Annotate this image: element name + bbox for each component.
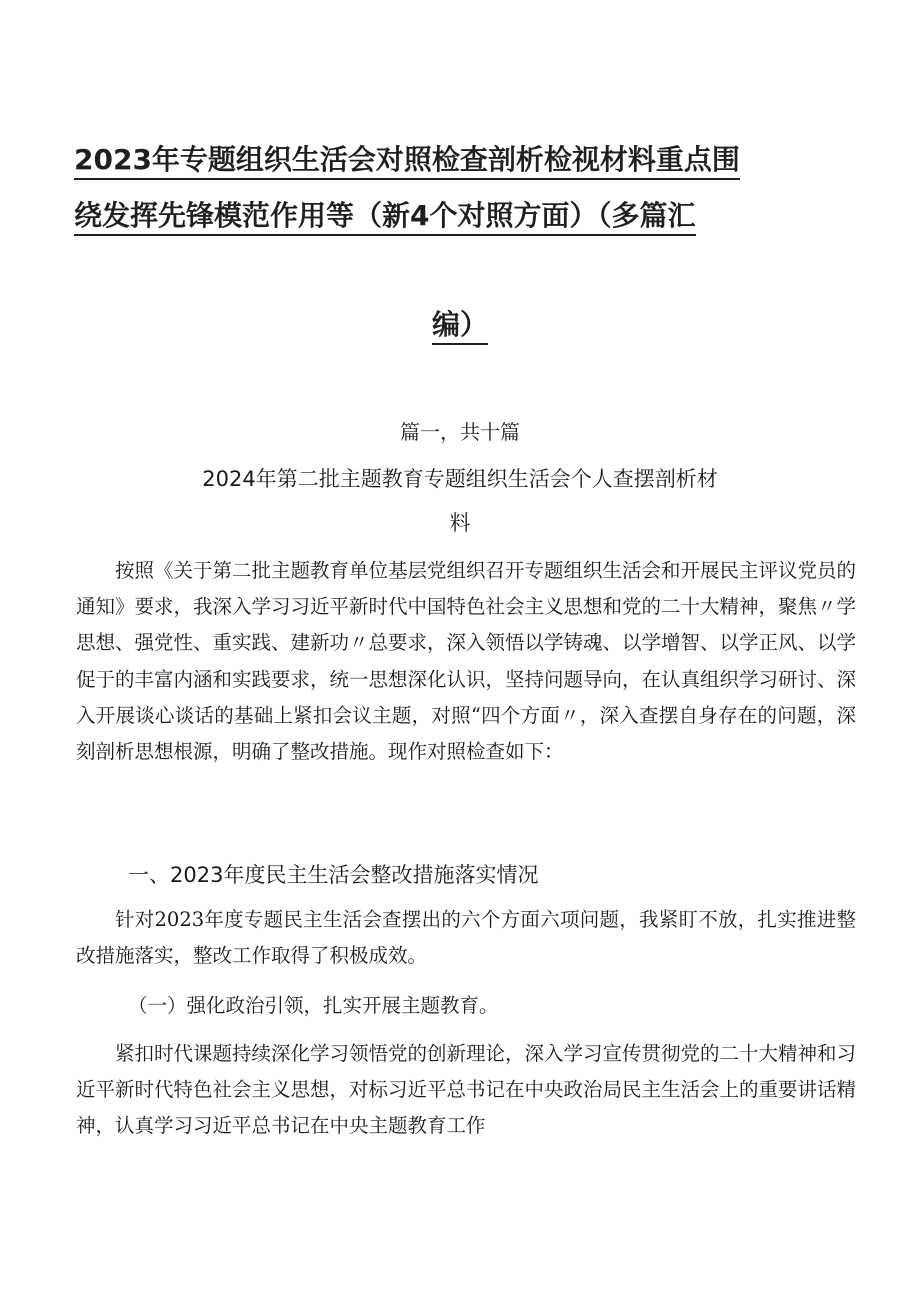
part-label: 篇一，共十篇	[400, 420, 520, 444]
section-heading-1: 一、2023年度民主生活会整改措施落实情况	[128, 863, 539, 887]
document-title-line-2: 绕发挥先锋模范作用等（新4个对照方面）（多篇汇	[74, 199, 774, 233]
document-title-line-3: 编）	[0, 308, 920, 342]
paragraph-section-1: 针对2023年度专题民主生活会查摆出的六个方面六项问题，我紧盯不放，扎实推进整改措施落实，整改工作取得了积极成效。	[76, 908, 856, 968]
paragraph-subsection-1: 紧扣时代课题持续深化学习领悟党的创新理论，深入学习宣传贯彻党的二十大精神和习近平新时代特色社会主义思想，对标习近平总书记在中央政治局民主生活会上的重要讲话精神，认真学习习近平总书记在中央主题教育工作	[76, 1042, 857, 1138]
subtitle-line-2: 料	[449, 511, 471, 535]
paragraph-intro: 按照《关于第二批主题教育单位基层党组织召开专题组织生活会和开展民主评议党员的通知》要求，我深入学习习近平新时代中国特色社会主义思想和党的二十大精神，聚焦〃学思想、强党性、重实践、建新功〃总要求，深入领悟以学铸魂、以学增智、以学正风、以学促于的丰富内涵和实践要求，统一思想深化认识，坚持问题导向，在认真组织学习研讨、深入开展谈心谈话的基础上紧扣会议主题，对照“四个方面〃，深入查摆自身存在的问题，深刻剖析思想根源，明确了整改措施。现作对照检查如下：	[76, 559, 857, 764]
document-title-line-1: 2023年专题组织生活会对照检查剖析检视材料重点围	[74, 143, 774, 177]
subtitle-line-1: 2024年第二批主题教育专题组织生活会个人查摆剖析材	[202, 467, 718, 491]
subsection-heading-1: （一）强化政治引领，扎实开展主题教育。	[128, 994, 499, 1017]
